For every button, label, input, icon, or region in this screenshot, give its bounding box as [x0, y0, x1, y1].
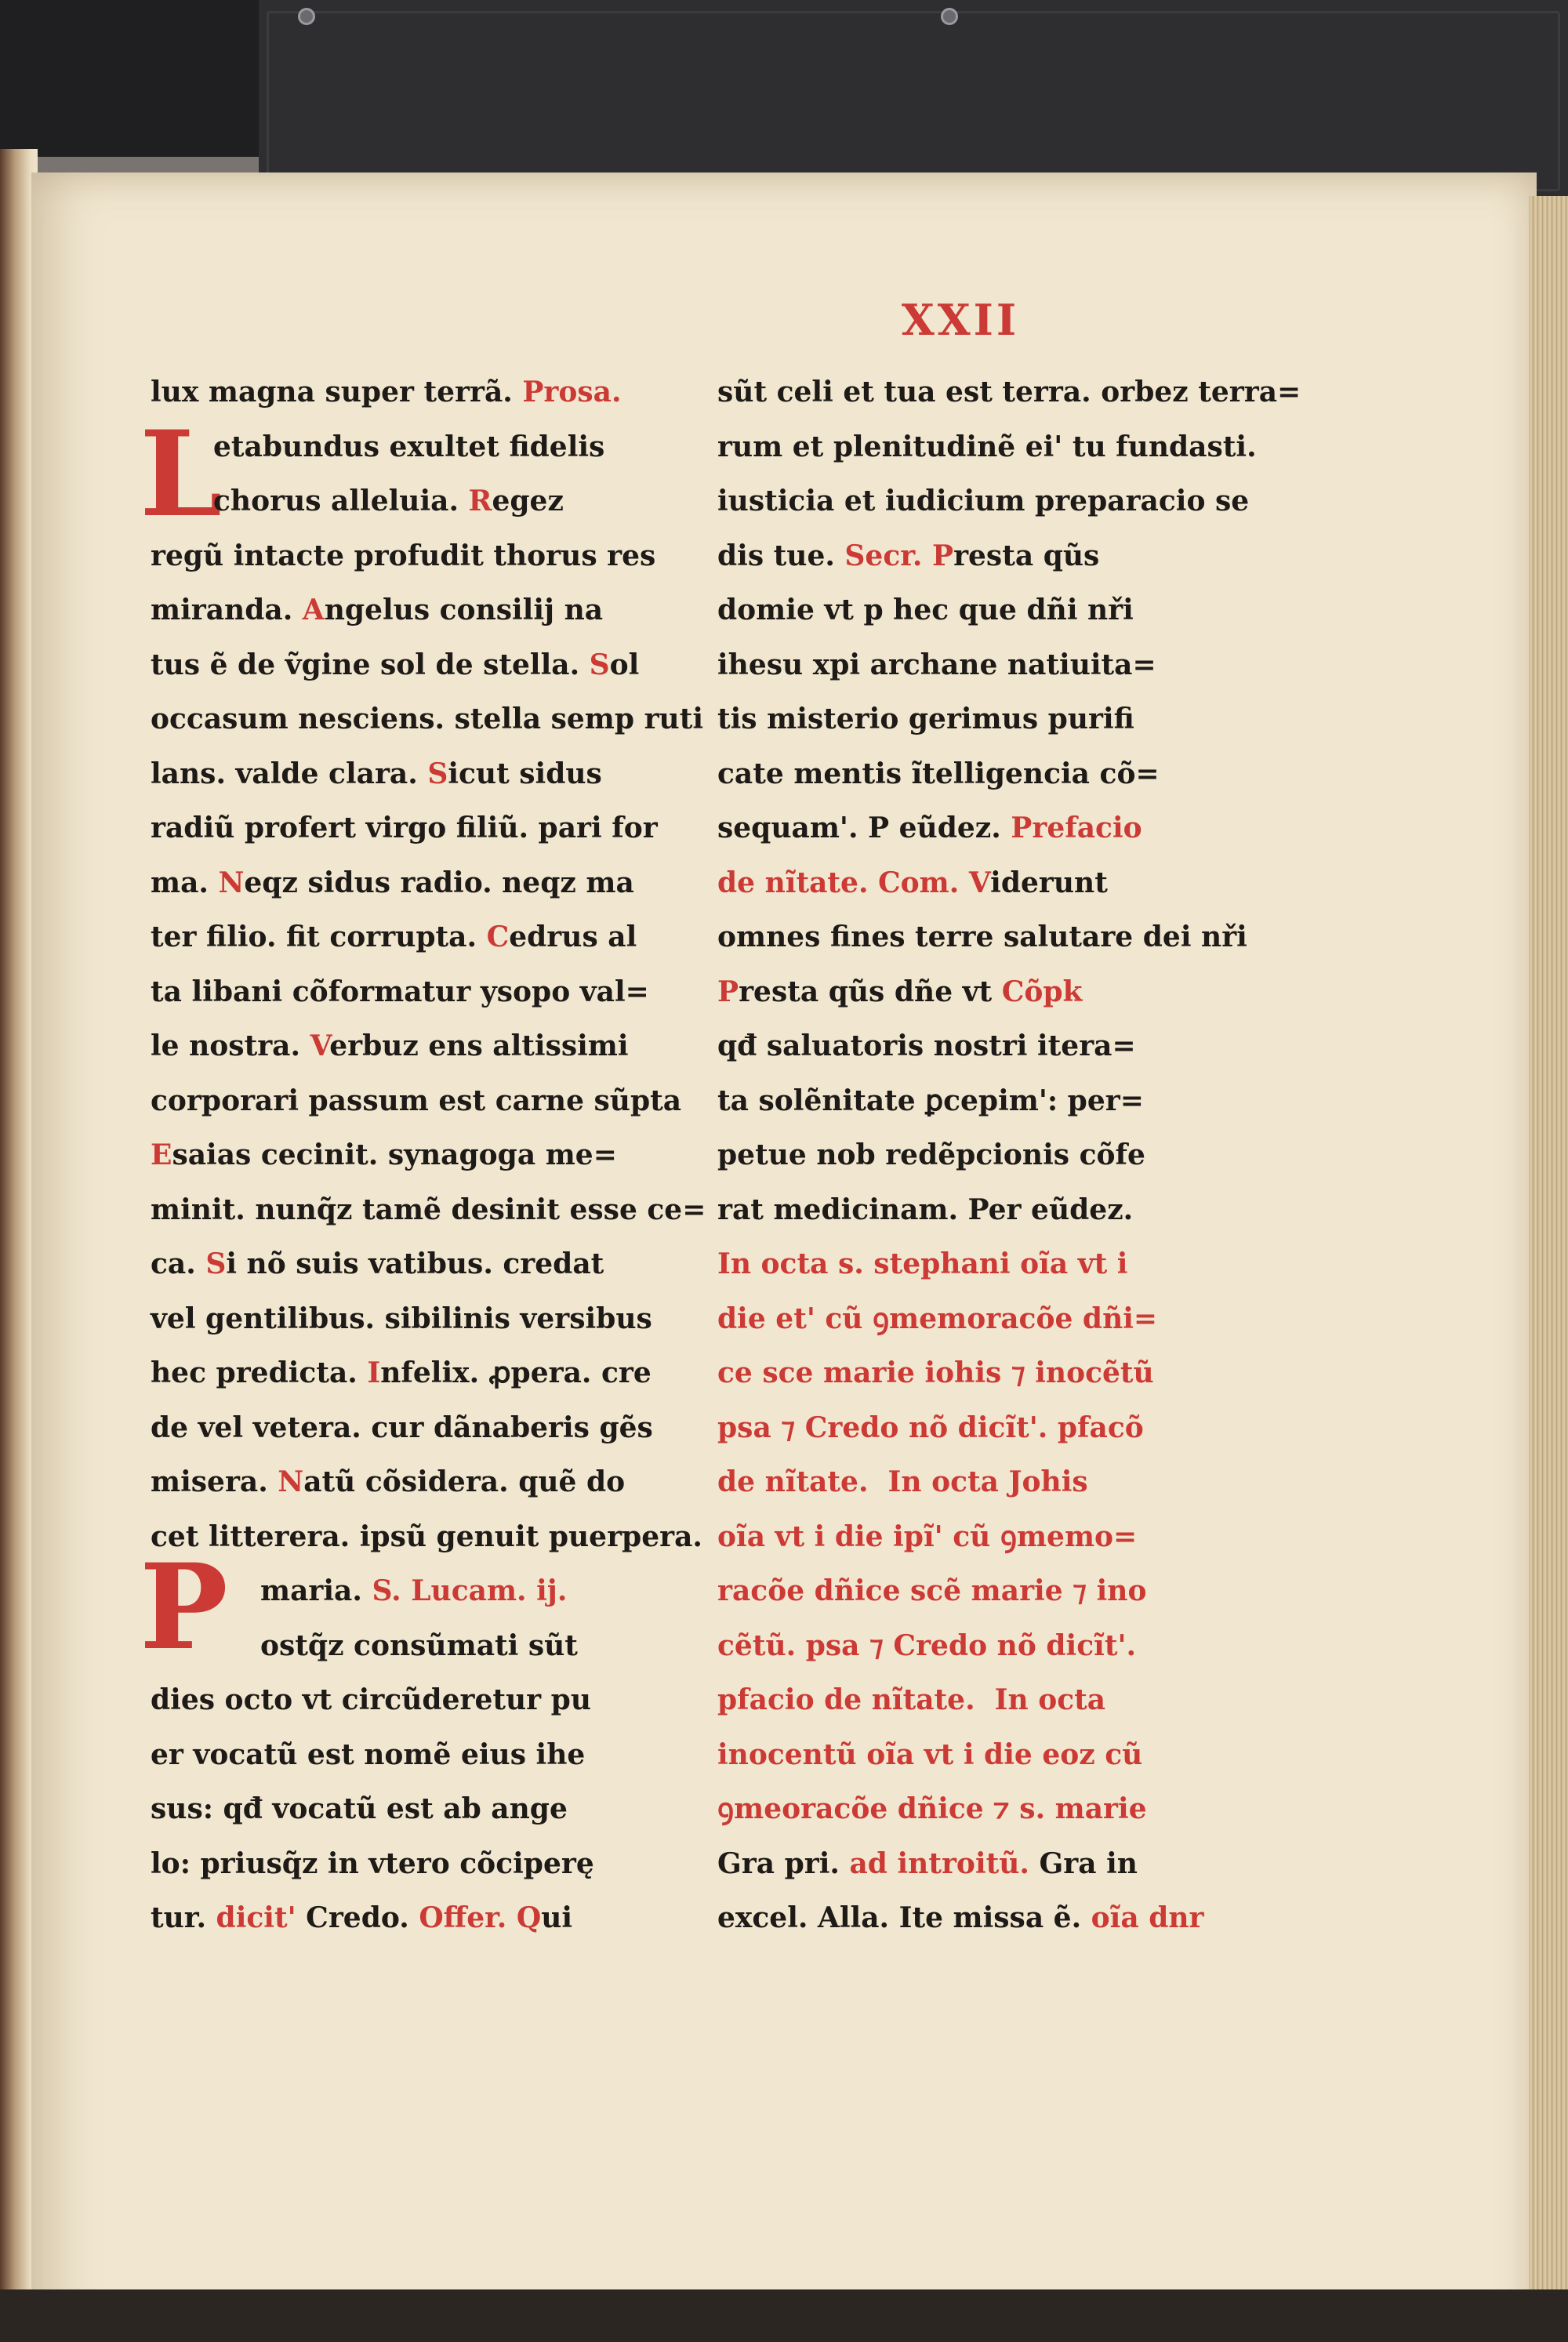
body-text: ol [609, 648, 640, 681]
body-text: erbuz ens altissimi [329, 1029, 629, 1062]
text-line [717, 1510, 1192, 1565]
text-line [151, 1292, 652, 1347]
body-text: nfelix. ꝓpera. cre [380, 1356, 652, 1389]
rubric-text: R [459, 485, 492, 517]
body-text: omnes fines terre salutare dei nři [717, 920, 1247, 953]
rubric-text: dicit' [206, 1901, 296, 1934]
text-line [151, 1837, 613, 1892]
text-line [151, 474, 613, 529]
body-text: lo: priusq̃z in vtero cõciperę [151, 1846, 594, 1880]
body-text: excel. Alla. Ite missa ẽ. [717, 1901, 1082, 1934]
rubric-text: P [717, 975, 739, 1008]
rubric-text: de nĩtate. In octa Johis [717, 1465, 1088, 1498]
page-fore-edge [1529, 196, 1568, 2342]
initial-letter-p: P [140, 1538, 228, 1676]
rubric-text: C [477, 920, 510, 953]
body-text: occasum nesciens. stella semp ruti [151, 703, 704, 735]
rubric-text: ꝯmeoracõe dñice ⁊ s. marie [717, 1792, 1147, 1825]
body-text: resta qũs [953, 539, 1100, 572]
text-line [151, 965, 649, 1020]
text-line [717, 1074, 1192, 1129]
left-text-column [151, 365, 706, 1946]
rubric-text: Q [506, 1901, 542, 1934]
body-text: ostq̃z consũmati sũt [260, 1629, 578, 1662]
body-text: dis tue. [717, 539, 835, 572]
text-line [717, 1401, 1192, 1456]
text-line [717, 965, 1192, 1020]
initial-letter-l: L [140, 405, 223, 543]
text-line [151, 1346, 652, 1401]
body-text: cet litterera. ipsũ genuit puerpera. [151, 1520, 702, 1553]
body-text: qđ saluatoris nostri itera= [717, 1029, 1136, 1062]
rubric-text: ce sce marie iohis ⁊ inocẽtũ [717, 1356, 1154, 1389]
text-line [151, 638, 640, 693]
bottom-shadow [0, 2289, 1568, 2342]
text-line [717, 583, 1192, 638]
text-line [151, 1074, 682, 1129]
body-text: sequam'. P eũdez. [717, 812, 1001, 844]
body-text: tus ẽ de ṽgine sol de stella. [151, 648, 580, 681]
body-text: lux magna super terrã. [151, 376, 513, 408]
body-text: maria. [260, 1574, 362, 1607]
rubric-text: Secr. [834, 539, 923, 572]
body-text: dies octo vt circũderetur pu [151, 1683, 591, 1716]
body-text: eqz sidus radio. neqz ma [244, 866, 634, 899]
text-line [717, 1891, 1204, 1946]
rubric-text: die et' cũ ꝯmemoracõe dñi= [717, 1302, 1158, 1335]
rubric-text: In octa s. stephani oĩa vt i [717, 1247, 1128, 1280]
text-line [717, 1019, 1192, 1074]
rubric-text: V [959, 866, 991, 899]
rubric-text: ad introitũ. [839, 1846, 1029, 1880]
folio-number: XXII [901, 295, 1020, 345]
text-line [717, 1728, 1192, 1783]
text-line [151, 420, 613, 475]
body-text: minit. nunq̃z tamẽ desinit esse ce= [151, 1193, 706, 1226]
text-line [717, 856, 1192, 911]
text-line [717, 692, 1192, 747]
body-text: iderunt [990, 866, 1108, 899]
text-line [151, 856, 634, 911]
body-text: sus: qđ vocatũ est ab ange [151, 1792, 568, 1825]
book-cradle-frame [267, 11, 1560, 191]
body-text: domie vt p hec que dñi nři [717, 594, 1134, 626]
body-text: atũ cõsidera. quẽ do [303, 1465, 626, 1498]
body-text: le nostra. [151, 1029, 301, 1062]
text-line [717, 1673, 1192, 1728]
text-line [151, 1564, 613, 1619]
screw-icon [941, 8, 958, 25]
text-line [717, 1455, 1192, 1510]
text-line [717, 747, 1192, 802]
rubric-text: cẽtũ. psa ⁊ Credo nõ dicĩt'. [717, 1629, 1137, 1662]
rubric-text: I [357, 1356, 381, 1389]
body-text: egez [492, 485, 564, 517]
rubric-text: inocentũ oĩa vt i die eoz cũ [717, 1737, 1143, 1771]
rubric-text: S [417, 757, 448, 790]
text-line [151, 1183, 706, 1238]
rubric-text: Prosa. [512, 376, 622, 408]
text-line [151, 1728, 613, 1783]
rubric-text: V [300, 1029, 330, 1062]
text-line [151, 1401, 653, 1456]
rubric-text: N [208, 866, 245, 899]
text-line [717, 1837, 1192, 1892]
body-text: radiũ profert virgo filiũ. pari for [151, 812, 658, 844]
body-text: ui [541, 1901, 573, 1934]
body-text: rum et plenitudinẽ ei' tu fundasti. [717, 430, 1257, 463]
text-line [151, 1237, 613, 1292]
text-line [151, 1619, 613, 1674]
text-line [151, 529, 656, 584]
text-line [717, 529, 1192, 584]
body-text: resta qũs dñe vt [739, 975, 993, 1008]
body-text: ta libani cõformatur ysopo val= [151, 975, 649, 1008]
body-text: corporari passum est carne sũpta [151, 1084, 682, 1117]
rubric-text: racõe dñice scẽ marie ⁊ ino [717, 1574, 1147, 1607]
text-line [151, 1782, 613, 1837]
text-line [151, 1673, 613, 1728]
body-text: iusticia et iudicium preparacio se [717, 485, 1250, 517]
text-line [717, 1564, 1192, 1619]
body-text: ma. [151, 866, 209, 899]
body-text: rat medicinam. Per eũdez. [717, 1193, 1134, 1226]
rubric-text: N [267, 1465, 304, 1498]
text-line [717, 801, 1192, 856]
text-line [151, 1891, 613, 1946]
rubric-text: Offer. [408, 1901, 507, 1934]
body-text: ngelus consilij na [324, 594, 604, 626]
rubric-text: oĩa dnr [1081, 1901, 1204, 1934]
screw-icon [298, 8, 315, 25]
rubric-text: A [292, 594, 325, 626]
body-text: ta solẽnitate ꝑcepim': per= [717, 1084, 1144, 1117]
text-line [717, 420, 1257, 475]
body-text: misera. [151, 1465, 268, 1498]
body-text: Credo. [296, 1901, 409, 1934]
body-text: lans. valde clara. [151, 757, 418, 790]
text-line [717, 1619, 1192, 1674]
body-text: vel gentilibus. sibilinis versibus [151, 1302, 652, 1335]
text-line [151, 1128, 617, 1183]
body-text: edrus al [509, 920, 637, 953]
text-line [151, 910, 637, 965]
text-line [151, 583, 613, 638]
body-text: tis misterio gerimus purifi [717, 703, 1134, 735]
rubric-text: P [922, 539, 954, 572]
text-line [151, 747, 613, 802]
body-text: saias cecinit. synagoga me= [172, 1138, 617, 1171]
body-text: Gra pri. [717, 1846, 840, 1880]
body-text: sũt celi et tua est terra. orbez terra= [717, 376, 1301, 408]
body-text: icut sidus [448, 757, 602, 790]
text-line [717, 365, 1301, 420]
body-text: tur. [151, 1901, 206, 1934]
text-line [717, 1782, 1192, 1837]
text-line [151, 1455, 626, 1510]
rubric-text: S. Lucam. ij. [361, 1574, 568, 1607]
body-text: i nõ suis vatibus. credat [226, 1247, 604, 1280]
text-line [151, 365, 622, 420]
rubric-text: Prefacio [1000, 812, 1142, 844]
body-text: regũ intacte profudit thorus res [151, 539, 656, 572]
rubric-text: oĩa vt i die ipĩ' cũ ꝯmemo= [717, 1520, 1138, 1553]
rubric-text: Cõpk [992, 975, 1083, 1008]
body-text: ter filio. fit corrupta. [151, 920, 477, 953]
text-line [717, 474, 1250, 529]
body-text: ihesu xpi archane natiuita= [717, 648, 1156, 681]
rubric-text: pfacio de nĩtate. In octa [717, 1683, 1106, 1716]
body-text: Gra in [1029, 1846, 1138, 1880]
body-text: ca. [151, 1247, 196, 1280]
text-line [717, 1237, 1192, 1292]
text-line [717, 1128, 1192, 1183]
rubric-text: psa ⁊ Credo nõ dicĩt'. pfacõ [717, 1411, 1144, 1444]
text-line [151, 1019, 629, 1074]
body-text: cate mentis ĩtelligencia cõ= [717, 757, 1160, 790]
text-line [151, 801, 658, 856]
body-text: etabundus exultet fidelis [213, 430, 605, 463]
text-line [717, 1346, 1192, 1401]
text-line [151, 692, 704, 747]
text-line [717, 910, 1247, 965]
text-line [717, 638, 1192, 693]
body-text: miranda. [151, 594, 293, 626]
body-text: er vocatũ est nomẽ eius ihe [151, 1737, 586, 1771]
text-line [717, 1292, 1192, 1347]
text-line [151, 1510, 702, 1565]
rubric-text: S [195, 1247, 227, 1280]
body-text: petue nob redẽpcionis cõfe [717, 1138, 1145, 1171]
body-text: chorus alleluia. [213, 485, 459, 517]
rubric-text: S [579, 648, 610, 681]
text-line [717, 1183, 1192, 1238]
rubric-text: E [151, 1138, 172, 1171]
body-text: hec predicta. [151, 1356, 358, 1389]
body-text: de vel vetera. cur dãnaberis gẽs [151, 1411, 653, 1444]
rubric-text: de nĩtate. Com. [717, 866, 960, 899]
right-text-column [717, 365, 1301, 1946]
